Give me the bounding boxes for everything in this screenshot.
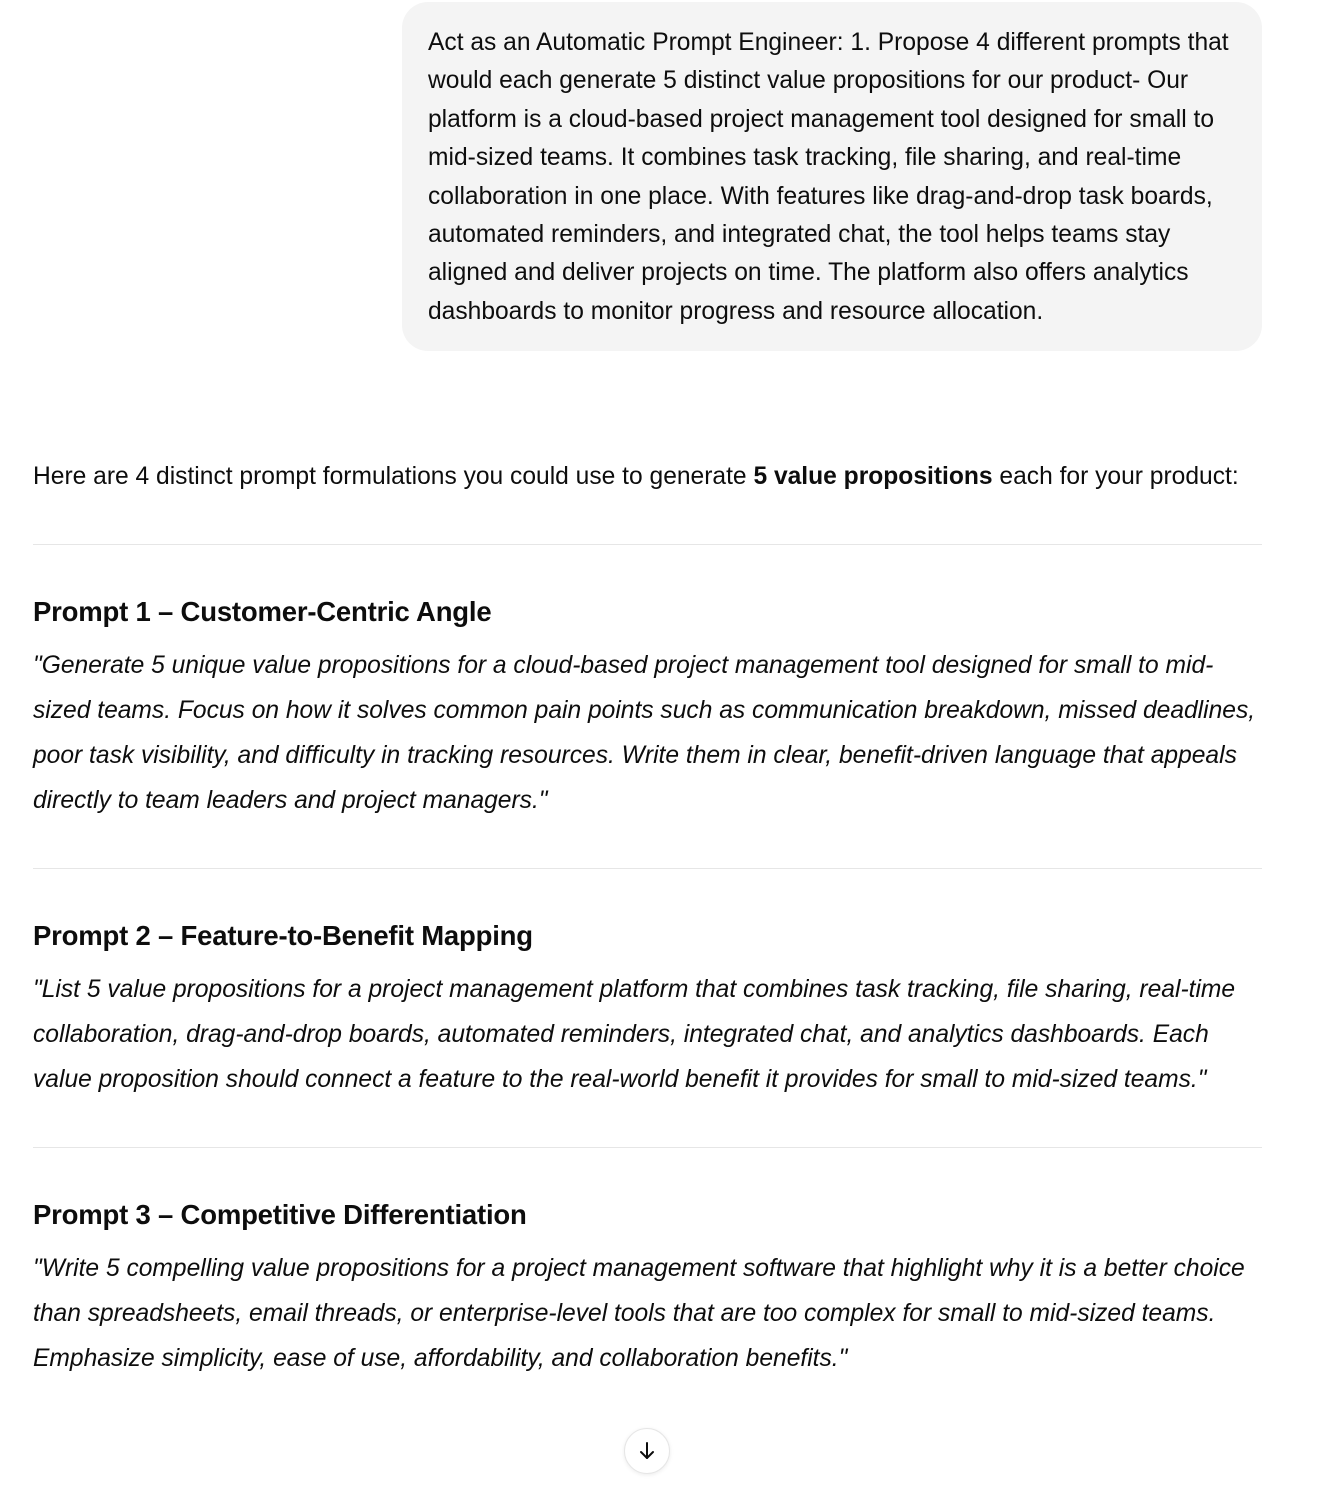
arrow-down-icon [635,1439,659,1463]
prompt-section-1 [33,545,1262,823]
user-message-text: Act as an Automatic Prompt Engineer: 1. Propose 4 different prompts that would each generate 5 distinct value propositions for our product- Our platform is a cloud-based project management tool designed for small to mid-sized teams. It combines task tracking, file sharing, and real-time collaboration in one place. With features like drag-and-drop task boards, automated reminders, and integrated chat, the tool helps teams stay aligned and deliver projects on time. The platform also offers analytics dashboards to monitor progress and resource allocation. [428,29,1229,325]
assistant-intro [33,454,1262,499]
prompt-text: "List 5 value propositions for a project management platform that combines task tracking, file sharing, real-time collaboration, drag-and-drop boards, automated reminders, integrated chat, and analytics dashboards. Each value proposition should connect a feature to the real-world benefit it provides for small to mid-sized teams." [33,976,1236,1093]
intro-bold-text: 5 value propositions [753,463,993,490]
prompt-heading: Prompt 1 – Customer-Centric Angle [33,596,492,627]
intro-text-end: each for your product: [992,463,1239,490]
prompt-heading: Prompt 2 – Feature-to-Benefit Mapping [33,920,533,951]
prompt-text: "Generate 5 unique value propositions for a cloud-based project management tool designed for small to mid-sized teams. Focus on how it solves common pain points such as communication breakdown, missed deadlines, poor task visibility, and difficulty in tracking resources. Write them in clear, benefit-driven language that appeals directly to team leaders and project managers." [33,652,1256,814]
intro-text-start: Here are 4 distinct prompt formulations you could use to generate [33,463,754,490]
user-message-bubble [402,2,1262,351]
prompt-section-3 [33,1148,1262,1381]
prompt-section-2 [33,869,1262,1102]
user-message-row [402,2,1262,351]
scroll-to-bottom-button[interactable] [624,1428,670,1474]
prompt-text: "Write 5 compelling value propositions for a project management software that highlight why it is a better choice than spreadsheets, email threads, or enterprise-level tools that are too complex for small to mid-sized teams. Emphasize simplicity, ease of use, affordability, and collaboration benefits." [33,1255,1245,1372]
assistant-message [33,454,1262,1381]
prompt-heading: Prompt 3 – Competitive Differentiation [33,1199,527,1230]
